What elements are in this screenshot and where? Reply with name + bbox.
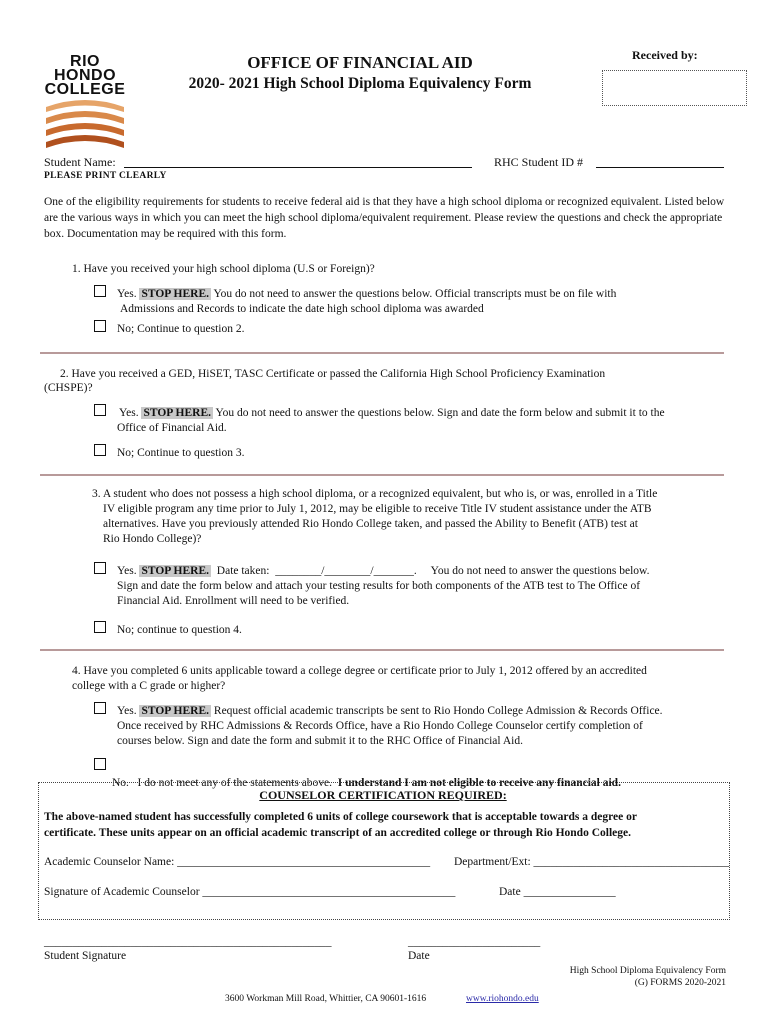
q4-no-prefix: No. I do not meet any of the statements above.: [112, 777, 338, 789]
q1-no-checkbox[interactable]: [94, 320, 106, 332]
q1-no-answer: No; Continue to question 2.: [117, 323, 245, 335]
student-date-label: Date: [408, 950, 430, 962]
logo-text-line3: COLLEGE: [44, 81, 126, 98]
q2-no-answer: No; Continue to question 3.: [117, 447, 245, 459]
q4-yes-line2: Once received by RHC Admissions & Records Office, have a Rio Hondo College Counselor certify completion of: [117, 720, 643, 732]
q3-yes-answer: [117, 563, 737, 579]
page-subtitle: 2020- 2021 High School Diploma Equivalency Form: [188, 75, 532, 92]
divider-1: [40, 352, 724, 354]
certification-line1: The above-named student has successfully completed 6 units of college coursework that is acceptable towards a degree or: [44, 811, 637, 823]
q3-yes-checkbox[interactable]: [94, 562, 106, 574]
q4-yes-line3: courses below. Sign and date the form and submit it to the RHC Office of Financial Aid.: [117, 735, 523, 747]
page-title: OFFICE OF FINANCIAL AID: [247, 53, 473, 72]
intro-paragraph: One of the eligibility requirements for students to receive federal aid is that they have a high school diploma or recognized equivalent. Listed below are the various ways in which you can meet the high school diploma/equivalent requirement. Please review the questions and check the appropriate box. Documentation may be required with this form.: [44, 196, 725, 240]
q2-stop-here: STOP HERE.: [143, 407, 212, 419]
college-logo: [42, 55, 128, 147]
student-signature-line[interactable]: __________________________________________________: [44, 936, 332, 948]
question-3-line4: Rio Hondo College)?: [103, 533, 202, 545]
q2-yes-answer: [119, 405, 739, 421]
student-signature-label: Student Signature: [44, 950, 127, 962]
certification-heading: COUNSELOR CERTIFICATION REQUIRED:: [259, 788, 507, 802]
q3-yes-line2: Sign and date the form below and attach your testing results for both components of the ATB test to The Office of: [117, 580, 641, 592]
q2-yes-line1: You do not need to answer the questions below. Sign and date the form below and submit it to the: [213, 407, 665, 419]
certification-line2: certificate. These units appear on an official academic transcript of an accredited college or through Rio Hondo College.: [44, 827, 631, 839]
logo-stripes-graphic: [42, 99, 128, 149]
q4-yes-answer: [117, 703, 737, 719]
question-1-text: 1. Have you received your high school diploma (U.S or Foreign)?: [72, 263, 375, 275]
form-name: High School Diploma Equivalency Form: [569, 966, 726, 976]
divider-2: [40, 474, 724, 476]
question-2-line1: 2. Have you received a GED, HiSET, TASC Certificate or passed the California High School Proficiency Examination: [60, 368, 606, 380]
footer-website-link[interactable]: www.riohondo.edu: [466, 994, 539, 1004]
divider-3: [40, 649, 724, 651]
student-id-field[interactable]: [596, 167, 724, 168]
q1-yes-prefix: Yes.: [117, 288, 137, 300]
student-id-label: RHC Student ID #: [494, 155, 584, 169]
student-date-line[interactable]: _______________________: [408, 936, 541, 948]
q4-no-checkbox[interactable]: [94, 758, 106, 770]
q3-yes-prefix: Yes.: [117, 565, 137, 577]
received-by-box[interactable]: [602, 70, 747, 106]
form-code: (G) FORMS 2020-2021: [634, 978, 726, 988]
question-3-line2: IV eligible program any time prior to July 1, 2012, may be eligible to receive Title IV student assistance under the ATB: [103, 503, 652, 515]
logo-text-line2: HONDO: [53, 67, 117, 84]
print-clearly-note: PLEASE PRINT CLEARLY: [44, 171, 167, 181]
q1-yes-line2: Admissions and Records to indicate the date high school diploma was awarded: [120, 303, 484, 315]
q3-yes-line3: Financial Aid. Enrollment will need to be verified.: [117, 595, 350, 607]
counselor-name-field[interactable]: Academic Counselor Name: ____________________________________________: [44, 856, 431, 868]
question-4-line1: 4. Have you completed 6 units applicable toward a college degree or certificate prior to July 1, 2012 offered by an accredited: [72, 665, 647, 677]
logo-text-line1: RIO: [70, 53, 100, 70]
q4-yes-checkbox[interactable]: [94, 702, 106, 714]
q3-stop-here: STOP HERE.: [141, 565, 210, 577]
counselor-signature-field[interactable]: Signature of Academic Counselor ____________________________________________: [44, 886, 456, 898]
q1-stop-here: STOP HERE.: [141, 288, 210, 300]
q3-yes-line1: Date taken: ________/________/_______. You do not need to answer the questions below.: [211, 565, 650, 577]
q4-stop-here: STOP HERE.: [141, 705, 210, 717]
question-3-line1: 3. A student who does not possess a high school diploma, or a recognized equivalent, but who is, or was, enrolled in a Title: [92, 488, 658, 500]
student-name-label: Student Name:: [44, 155, 116, 169]
question-4-line2: college with a C grade or higher?: [72, 680, 226, 692]
q3-no-answer: No; continue to question 4.: [117, 624, 242, 636]
q2-yes-checkbox[interactable]: [94, 404, 106, 416]
received-by-label: Received by:: [632, 48, 698, 62]
q2-yes-prefix: Yes.: [119, 407, 139, 419]
q3-no-checkbox[interactable]: [94, 621, 106, 633]
student-name-row: [44, 155, 116, 170]
q2-no-checkbox[interactable]: [94, 444, 106, 456]
q4-yes-line1: Request official academic transcripts be sent to Rio Hondo College Admission & Records Office.: [211, 705, 663, 717]
q1-yes-checkbox[interactable]: [94, 285, 106, 297]
counselor-date-field[interactable]: Date ________________: [499, 886, 616, 898]
question-3-line3: alternatives. Have you previously attended Rio Hondo College taken, and passed the Ability to Benefit (ATB) test at: [103, 518, 638, 530]
student-name-field[interactable]: [124, 167, 472, 168]
footer-address: 3600 Workman Mill Road, Whittier, CA 90601-1616: [225, 994, 427, 1004]
question-2-line2: (CHSPE)?: [44, 382, 93, 394]
q2-yes-line2: Office of Financial Aid.: [117, 422, 227, 434]
q4-no-bold: I understand I am not eligible to receive any financial aid.: [337, 777, 621, 789]
q1-yes-line1: You do not need to answer the questions below. Official transcripts must be on file with: [211, 288, 617, 300]
department-field[interactable]: Department/Ext: __________________________________: [454, 856, 730, 868]
q4-yes-prefix: Yes.: [117, 705, 137, 717]
q1-yes-answer: [117, 286, 737, 302]
